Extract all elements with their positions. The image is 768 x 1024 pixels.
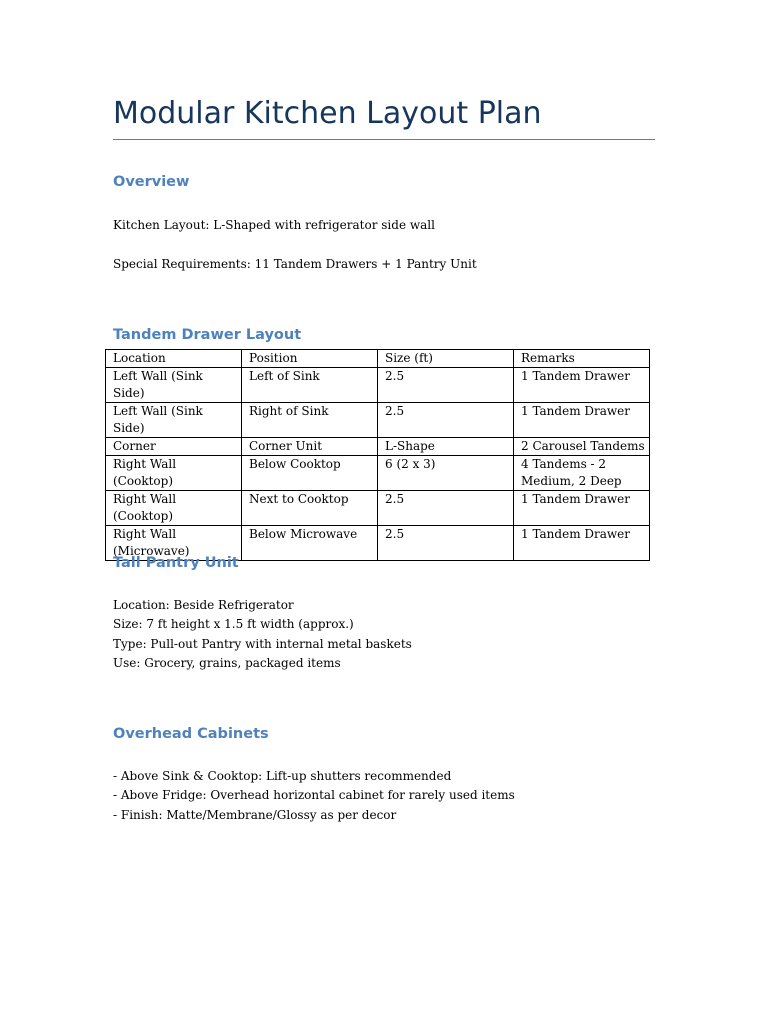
table-row [106,456,650,491]
cell-size: L-Shape [378,438,514,456]
cell-position: Below Cooktop [242,456,378,491]
pantry-type-text: Type: Pull-out Pantry with internal metal baskets [113,636,412,651]
cell-size: 2.5 [378,491,514,526]
cell-size: 2.5 [378,403,514,438]
cell-position: Next to Cooktop [242,491,378,526]
kitchen-layout-text: Kitchen Layout: L-Shaped with refrigerator side wall [113,218,435,232]
overhead-sink-cooktop-text: - Above Sink & Cooktop: Lift-up shutters recommended [113,769,452,783]
cell-position: Left of Sink [242,368,378,403]
cell-location: Corner [106,438,242,456]
cell-remarks: 2 Carousel Tandems [514,438,650,456]
document-title: Modular Kitchen Layout Plan [113,96,542,131]
pantry-details [113,596,412,673]
pantry-size-text: Size: 7 ft height x 1.5 ft width (approx.) [113,617,354,632]
cell-remarks: 1 Tandem Drawer [514,403,650,438]
cell-size: 2.5 [378,368,514,403]
cell-position: Corner Unit [242,438,378,456]
cell-position: Below Microwave [242,526,378,561]
cell-location: Left Wall (Sink Side) [106,368,242,403]
cell-location: Right Wall (Cooktop) [106,456,242,491]
overhead-details [113,767,515,825]
table-header-row [106,350,650,368]
pantry-location-text: Location: Beside Refrigerator [113,598,294,612]
tandem-drawer-heading: Tandem Drawer Layout [113,327,302,343]
table-row [106,491,650,526]
pantry-use-text: Use: Grocery, grains, packaged items [113,655,341,670]
cell-location: Right Wall (Cooktop) [106,491,242,526]
cell-size: 2.5 [378,526,514,561]
cell-remarks: 1 Tandem Drawer [514,368,650,403]
table-row [106,368,650,403]
table-row [106,403,650,438]
column-header-location: Location [106,350,242,368]
column-header-position: Position [242,350,378,368]
cell-position: Right of Sink [242,403,378,438]
overhead-finish-text: - Finish: Matte/Membrane/Glossy as per decor [113,807,397,822]
title-underline [113,139,655,140]
overview-heading: Overview [113,174,190,190]
cell-location: Left Wall (Sink Side) [106,403,242,438]
tandem-drawer-table [105,349,650,561]
overhead-fridge-text: - Above Fridge: Overhead horizontal cabinet for rarely used items [113,788,515,803]
cell-remarks: 1 Tandem Drawer [514,526,650,561]
cell-size: 6 (2 x 3) [378,456,514,491]
table-row [106,438,650,456]
cell-remarks: 1 Tandem Drawer [514,491,650,526]
cell-remarks: 4 Tandems - 2 Medium, 2 Deep [514,456,650,491]
column-header-remarks: Remarks [514,350,650,368]
cell-location: Right Wall (Microwave) [106,526,242,561]
column-header-size: Size (ft) [378,350,514,368]
tall-pantry-heading: Tall Pantry Unit [113,555,239,571]
special-requirements-text: Special Requirements: 11 Tandem Drawers + 1 Pantry Unit [113,257,477,271]
overhead-cabinets-heading: Overhead Cabinets [113,726,269,742]
